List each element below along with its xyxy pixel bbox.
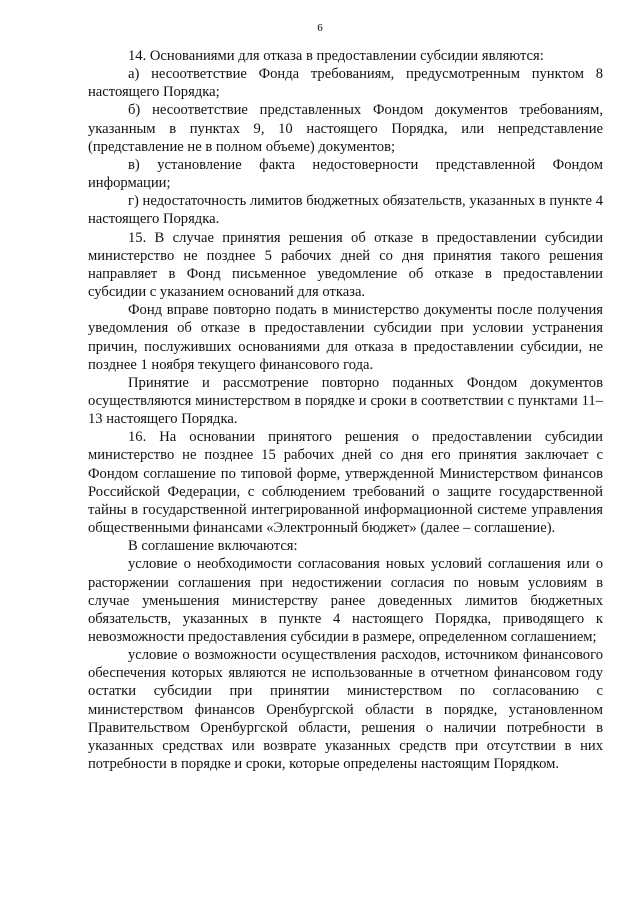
paragraph-15: 15. В случае принятия решения об отказе в предоставлении субсидии министерство не позднее 5 рабочих дней со дня принятия такого решения направляет в Фонд письменное уведомление об отказе в предоставлении субсидии с указанием оснований для отказа. [88,229,603,301]
paragraph-14-b: б) несоответствие представленных Фондом документов требованиям, указанным в пунктах 9, 10 настоящего Порядка, или непредставление (представление не в полном объеме) документов; [88,102,603,155]
paragraph-14-g: г) недостаточность лимитов бюджетных обязательств, указанных в пункте 4 настоящего Порядка. [88,193,603,228]
paragraph-agreement-condition-2: условие о возможности осуществления расходов, источником финансового обеспечения которых являются не использованные в отчетном финансовом году остатки субсидии при принятии министерством по согласованию с министерством финансов Оренбургской области в порядке, установленном Правительством Оренбургской области, решения о наличии потребности в указанных средствах или возврате указанных средств при отсутствии в них потребности в порядке и сроки, которые определены настоящим Порядком. [88,647,603,773]
paragraph-14-intro: 14. Основаниями для отказа в предоставлении субсидии являются: [128,48,544,64]
paragraph-review: Принятие и рассмотрение повторно поданных Фондом документов осуществляются министерством в порядке и сроки в соответствии с пунктами 11–13 настоящего Порядка. [88,374,603,428]
paragraph-16: 16. На основании принятого решения о предоставлении субсидии министерство не позднее 15 рабочих дней со дня его принятия заключает с Фондом соглашение по типовой форме, утвержденной Министерством финансов Российской Федерации, с соблюдением требований о защите государственной тайны в государственной интегрированной информационной системе управления общественными финансами «Электронный бюджет» (далее – соглашение). [88,429,603,537]
paragraph-14-v: в) установление факта недостоверности представленной Фондом информации; [88,156,603,192]
page-number: 6 [317,22,323,34]
document-body [88,47,603,773]
paragraph-14-a: а) несоответствие Фонда требованиям, предусмотренным пунктом 8 настоящего Порядка; [88,66,603,101]
paragraph-agreement-condition-1: условие о необходимости согласования новых условий соглашения или о расторжении соглашения при недостижении согласия по новым условиям в случае уменьшения министерству ранее доведенных лимитов бюджетных обязательств, указанных в пункте 4 настоящего Порядка, приводящего к невозможности предоставления субсидии в размере, определенном соглашением; [88,556,603,645]
paragraph-resubmission: Фонд вправе повторно подать в министерство документы после получения уведомления об отказе в предоставлении субсидии при условии устранения причин, послуживших основаниями для отказа в предоставлении субсидии, не позднее 1 ноября текущего финансового года. [88,302,603,373]
paragraph-agreement-intro: В соглашение включаются: [128,538,298,555]
